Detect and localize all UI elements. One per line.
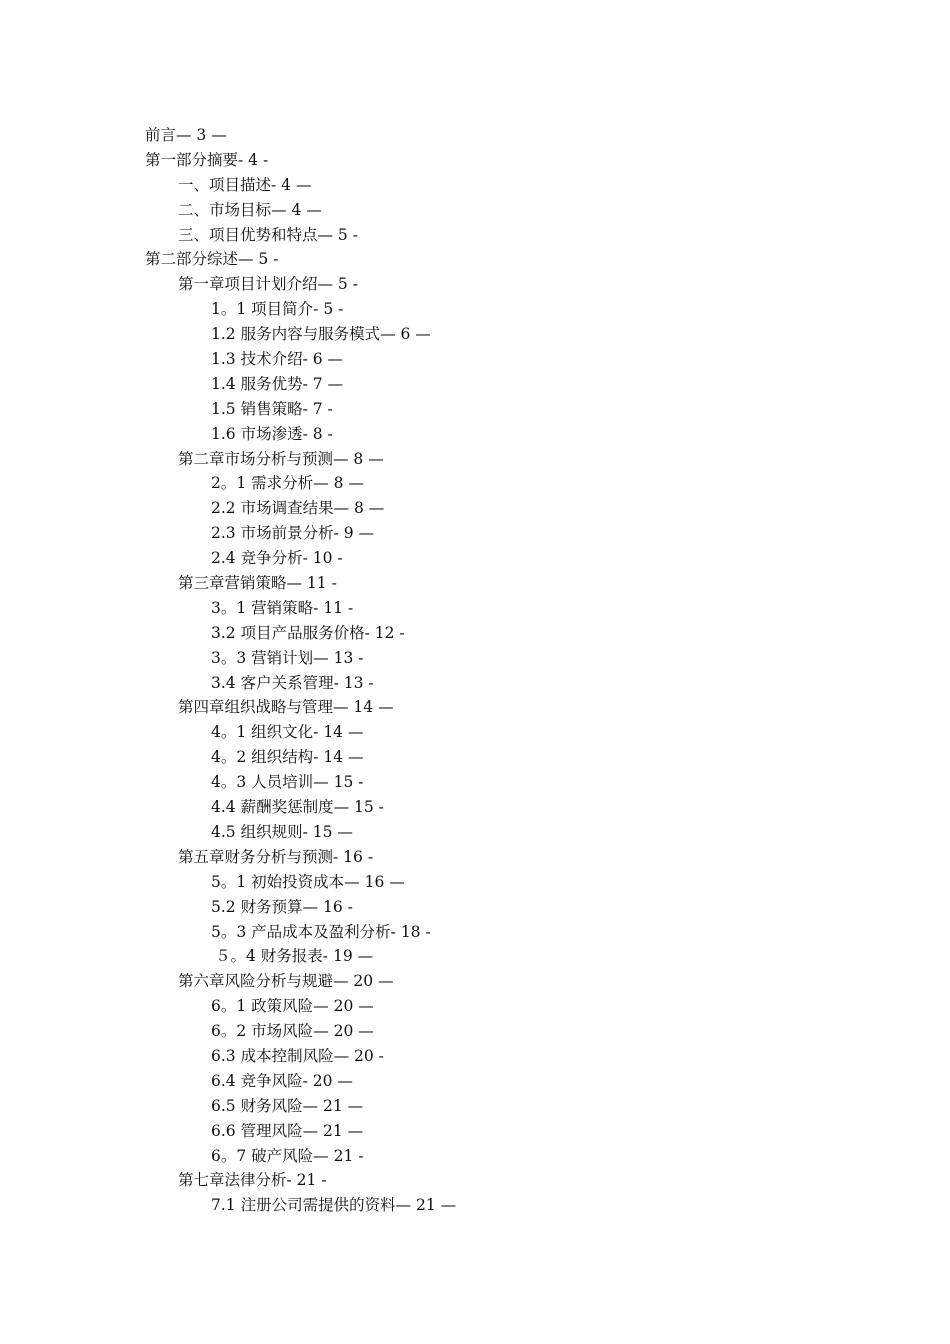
toc-section-entry[interactable]: 6。7 破产风险— 21 - bbox=[211, 1146, 364, 1165]
toc-chapter-entry[interactable]: 三、项目优势和特点— 5 - bbox=[178, 225, 358, 244]
toc-part-entry[interactable]: 第二部分综述— 5 - bbox=[145, 250, 279, 269]
toc-section-entry[interactable]: 6.3 成本控制风险— 20 - bbox=[211, 1046, 384, 1065]
toc-chapter-entry[interactable]: 第七章法律分析- 21 - bbox=[178, 1171, 327, 1190]
toc-section-entry[interactable]: 1.6 市场渗透- 8 - bbox=[211, 424, 333, 443]
toc-chapter-entry[interactable]: 第三章营销策略— 11 - bbox=[178, 574, 337, 593]
table-of-contents bbox=[0, 123, 950, 1218]
toc-chapter-entry[interactable]: 第二章市场分析与预测— 8 — bbox=[178, 449, 384, 468]
toc-section-entry[interactable]: 6。2 市场风险— 20 — bbox=[211, 1022, 374, 1041]
toc-chapter-entry[interactable]: 第六章风险分析与规避— 20 — bbox=[178, 972, 394, 991]
toc-section-entry[interactable]: 6。1 政策风险— 20 — bbox=[211, 997, 374, 1016]
toc-section-entry[interactable]: 2.3 市场前景分析- 9 — bbox=[211, 524, 375, 543]
toc-section-entry[interactable]: 6.4 竞争风险- 20 — bbox=[211, 1071, 353, 1090]
toc-section-entry[interactable]: 2。1 需求分析— 8 — bbox=[211, 474, 364, 493]
toc-section-entry[interactable]: 6.5 财务风险— 21 — bbox=[211, 1096, 364, 1115]
toc-section-entry[interactable]: 5。3 产品成本及盈利分析- 18 - bbox=[211, 922, 431, 941]
toc-section-entry[interactable]: ５。4 财务报表- 19 — bbox=[215, 947, 374, 966]
toc-section-entry[interactable]: 2.2 市场调查结果— 8 — bbox=[211, 499, 385, 518]
toc-section-entry[interactable]: 1.2 服务内容与服务模式— 6 — bbox=[211, 325, 431, 344]
toc-section-entry[interactable]: 5.2 财务预算— 16 - bbox=[211, 897, 353, 916]
toc-chapter-entry[interactable]: 二、市场目标— 4 — bbox=[178, 200, 322, 219]
toc-section-entry[interactable]: 4。2 组织结构- 14 — bbox=[211, 748, 364, 767]
toc-section-entry[interactable]: 5。1 初始投资成本— 16 — bbox=[211, 872, 405, 891]
toc-chapter-entry[interactable]: 第四章组织战略与管理— 14 — bbox=[178, 698, 394, 717]
toc-section-entry[interactable]: 4.4 薪酬奖惩制度— 15 - bbox=[211, 798, 384, 817]
toc-section-entry[interactable]: 1.3 技术介绍- 6 — bbox=[211, 350, 344, 369]
toc-section-entry[interactable]: 3。1 营销策略- 11 - bbox=[211, 598, 354, 617]
toc-chapter-entry[interactable]: 第五章财务分析与预测- 16 - bbox=[178, 847, 374, 866]
toc-section-entry[interactable]: 4.5 组织规则- 15 — bbox=[211, 822, 353, 841]
toc-section-entry[interactable]: 1.5 销售策略- 7 - bbox=[211, 399, 333, 418]
toc-section-entry[interactable]: 3.2 项目产品服务价格- 12 - bbox=[211, 623, 405, 642]
toc-section-entry[interactable]: 1.4 服务优势- 7 — bbox=[211, 374, 344, 393]
toc-section-entry[interactable]: 3。3 营销计划— 13 - bbox=[211, 648, 364, 667]
toc-chapter-entry[interactable]: 第一章项目计划介绍— 5 - bbox=[178, 275, 358, 294]
toc-section-entry[interactable]: 6.6 管理风险— 21 — bbox=[211, 1121, 364, 1140]
toc-part-entry[interactable]: 第一部分摘要- 4 - bbox=[145, 150, 269, 169]
toc-chapter-entry[interactable]: 一、项目描述- 4 — bbox=[178, 175, 312, 194]
toc-part-entry[interactable]: 前言— 3 — bbox=[145, 126, 227, 144]
toc-section-entry[interactable]: 4。1 组织文化- 14 — bbox=[211, 723, 364, 742]
toc-section-entry[interactable]: 1。1 项目简介- 5 - bbox=[211, 300, 344, 319]
toc-section-entry[interactable]: 2.4 竞争分析- 10 - bbox=[211, 549, 343, 568]
toc-section-entry[interactable]: 7.1 注册公司需提供的资料— 21 — bbox=[211, 1196, 457, 1215]
toc-section-entry[interactable]: 3.4 客户关系管理- 13 - bbox=[211, 673, 374, 692]
toc-section-entry[interactable]: 4。3 人员培训— 15 - bbox=[211, 773, 364, 792]
